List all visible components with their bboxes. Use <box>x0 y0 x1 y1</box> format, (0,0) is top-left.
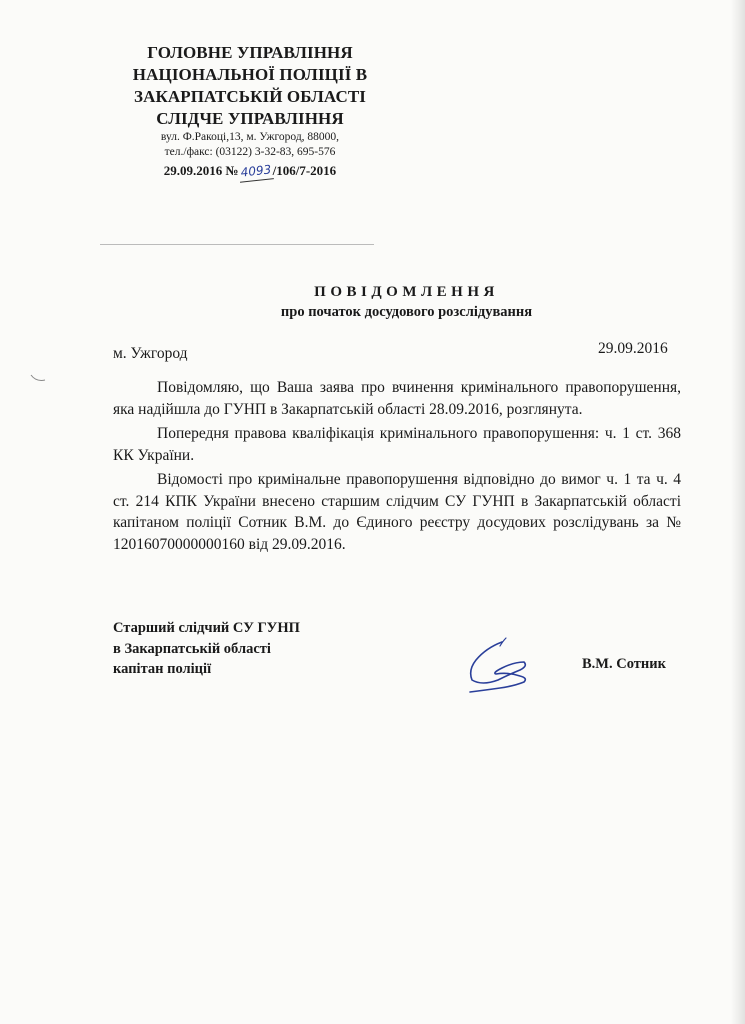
scan-edge-shadow <box>731 0 745 1024</box>
signer-position-line-1: Старший слідчий СУ ГУНП <box>113 620 300 636</box>
document-subtitle: про початок досудового розслідування <box>280 304 533 320</box>
letterhead <box>100 42 400 181</box>
signer-position-line-3: капітан поліції <box>113 661 212 677</box>
signer-name: В.М. Сотник <box>582 656 666 672</box>
org-name-line-2: НАЦІОНАЛЬНОЇ ПОЛІЦІЇ В <box>132 65 368 84</box>
reference-prefix: 29.09.2016 № <box>163 163 239 178</box>
document-title: ПОВІДОМЛЕННЯ <box>314 284 499 300</box>
org-department: СЛІДЧЕ УПРАВЛІННЯ <box>156 109 344 128</box>
org-address: вул. Ф.Ракоці,13, м. Ужгород, 88000, <box>160 131 340 143</box>
letterhead-divider <box>100 244 374 245</box>
body-paragraph: Попередня правова кваліфікація кримінального правопорушення: ч. 1 ст. 368 КК України. <box>113 425 681 464</box>
reference-suffix: /106/7-2016 <box>272 163 337 178</box>
signer-position-line-2: в Закарпатській області <box>113 640 271 657</box>
outgoing-reference <box>100 162 400 181</box>
place-of-issue: м. Ужгород <box>113 345 188 362</box>
signer-position <box>113 618 300 680</box>
org-name-line-1: ГОЛОВНЕ УПРАВЛІННЯ <box>147 43 353 62</box>
document-body <box>113 377 681 558</box>
org-phone: тел./факс: (03122) 3-32-83, 695-576 <box>164 146 336 158</box>
body-paragraph: Відомості про кримінальне правопорушення відповідно до вимог ч. 1 та ч. 4 ст. 214 КПК України внесено старшим слідчим СУ ГУНП в Закарпатській області капітаном поліції Сотник В.М. до Єдиного реєстру досудових розслідувань за № 12016070000000160 від 29.09.2016. <box>113 471 681 553</box>
handwritten-signature <box>462 636 542 698</box>
org-name-line-3: ЗАКАРПАТСЬКІЙ ОБЛАСТІ <box>134 87 366 106</box>
scan-artifact-mark <box>30 372 46 384</box>
body-paragraph: Повідомляю, що Ваша заява про вчинення кримінального правопорушення, яка надійшла до ГУНП в Закарпатській області 28.09.2016, розглянута. <box>113 379 681 418</box>
reference-handwritten-number: 4093 <box>238 160 274 182</box>
document-date: 29.09.2016 <box>598 340 668 357</box>
